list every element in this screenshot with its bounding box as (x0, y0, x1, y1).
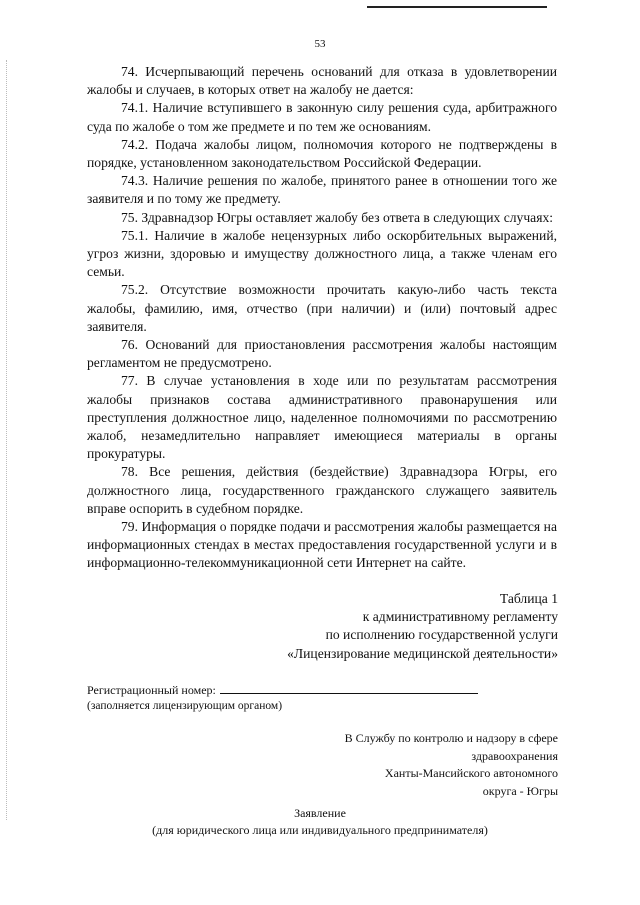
addressee-line-4: округа - Югры (482, 783, 558, 798)
registration-number-field[interactable] (220, 683, 478, 694)
paragraph-74-1: 74.1. Наличие вступившего в законную силу решения суда, арбитражного суда по жалобе о том же предмете и по тем же основаниям. (87, 100, 557, 134)
paragraph-74-2: 74.2. Подача жалобы лицом, полномочия которого не подтверждены в порядке, установленном законодательством Российской Федерации. (87, 136, 557, 171)
annex-line-2: к административному регламенту (362, 609, 558, 625)
annex-line-3: по исполнению государственной услуги (325, 627, 558, 643)
annex-heading (260, 590, 558, 663)
regulation-text (87, 63, 557, 573)
paragraph-79: 79. Информация о порядке подачи и рассмотрения жалобы размещается на информационных стендах в местах предоставления государственной услуги и в информационно-телекоммуникационной сети Интернет на сайте. (87, 519, 557, 571)
registration-note: (заполняется лицензирующим органом) (87, 700, 283, 712)
registration-label: Регистрационный номер: (87, 683, 216, 697)
paragraph-77: 77. В случае установления в ходе или по результатам рассмотрения жалобы признаков состава административного правонарушения или преступления должностное лицо, наделенное полномочиями по рассмотрению жалоб, незамедлительно направляет имеющиеся материалы в органы прокуратуры. (87, 373, 557, 462)
registration-block (87, 682, 478, 714)
annex-table-label: Таблица 1 (499, 591, 558, 606)
paragraph-74-3: 74.3. Наличие решения по жалобе, принятого ранее в отношении того же заявителя и по тому же предмету. (87, 173, 557, 207)
paragraph-75-1: 75.1. Наличие в жалобе нецензурных либо оскорбительных выражений, угроз жизни, здоровью и имуществу должностного лица, а также членам его семьи. (87, 227, 557, 280)
paragraph-74: 74. Исчерпывающий перечень оснований для отказа в удовлетворении жалобы и случаев, в которых ответ на жалобу не дается: (87, 64, 557, 98)
paragraph-78: 78. Все решения, действия (бездействие) Здравнадзора Югры, его должностного лица, государственного гражданского служащего заявитель вправе оспорить в судебном порядке. (87, 464, 557, 516)
scan-margin-dots (6, 60, 7, 820)
paragraph-76: 76. Оснований для приостановления рассмотрения жалобы настоящим регламентом не предусмотрено. (87, 337, 557, 371)
addressee-line-1: В Службу по контролю и надзору в сфере (344, 731, 558, 745)
addressee-block (300, 730, 558, 800)
statement-heading (0, 805, 640, 839)
addressee-line-2: здравоохранения (471, 748, 558, 763)
header-rule (367, 6, 547, 8)
page-number: 53 (314, 38, 326, 50)
paragraph-75: 75. Здравнадзор Югры оставляет жалобу без ответа в следующих случаях: (121, 209, 554, 225)
statement-subtitle: (для юридического лица или индивидуального предпринимателя) (152, 823, 488, 837)
statement-title: Заявление (294, 806, 346, 820)
addressee-line-3: Ханты-Мансийского автономного (384, 766, 558, 780)
annex-line-4: «Лицензирование медицинской деятельности» (287, 645, 558, 661)
paragraph-75-2: 75.2. Отсутствие возможности прочитать какую-либо часть текста жалобы, фамилию, имя, отчество (при наличии) и (или) почтовый адрес заявителя. (87, 282, 557, 334)
